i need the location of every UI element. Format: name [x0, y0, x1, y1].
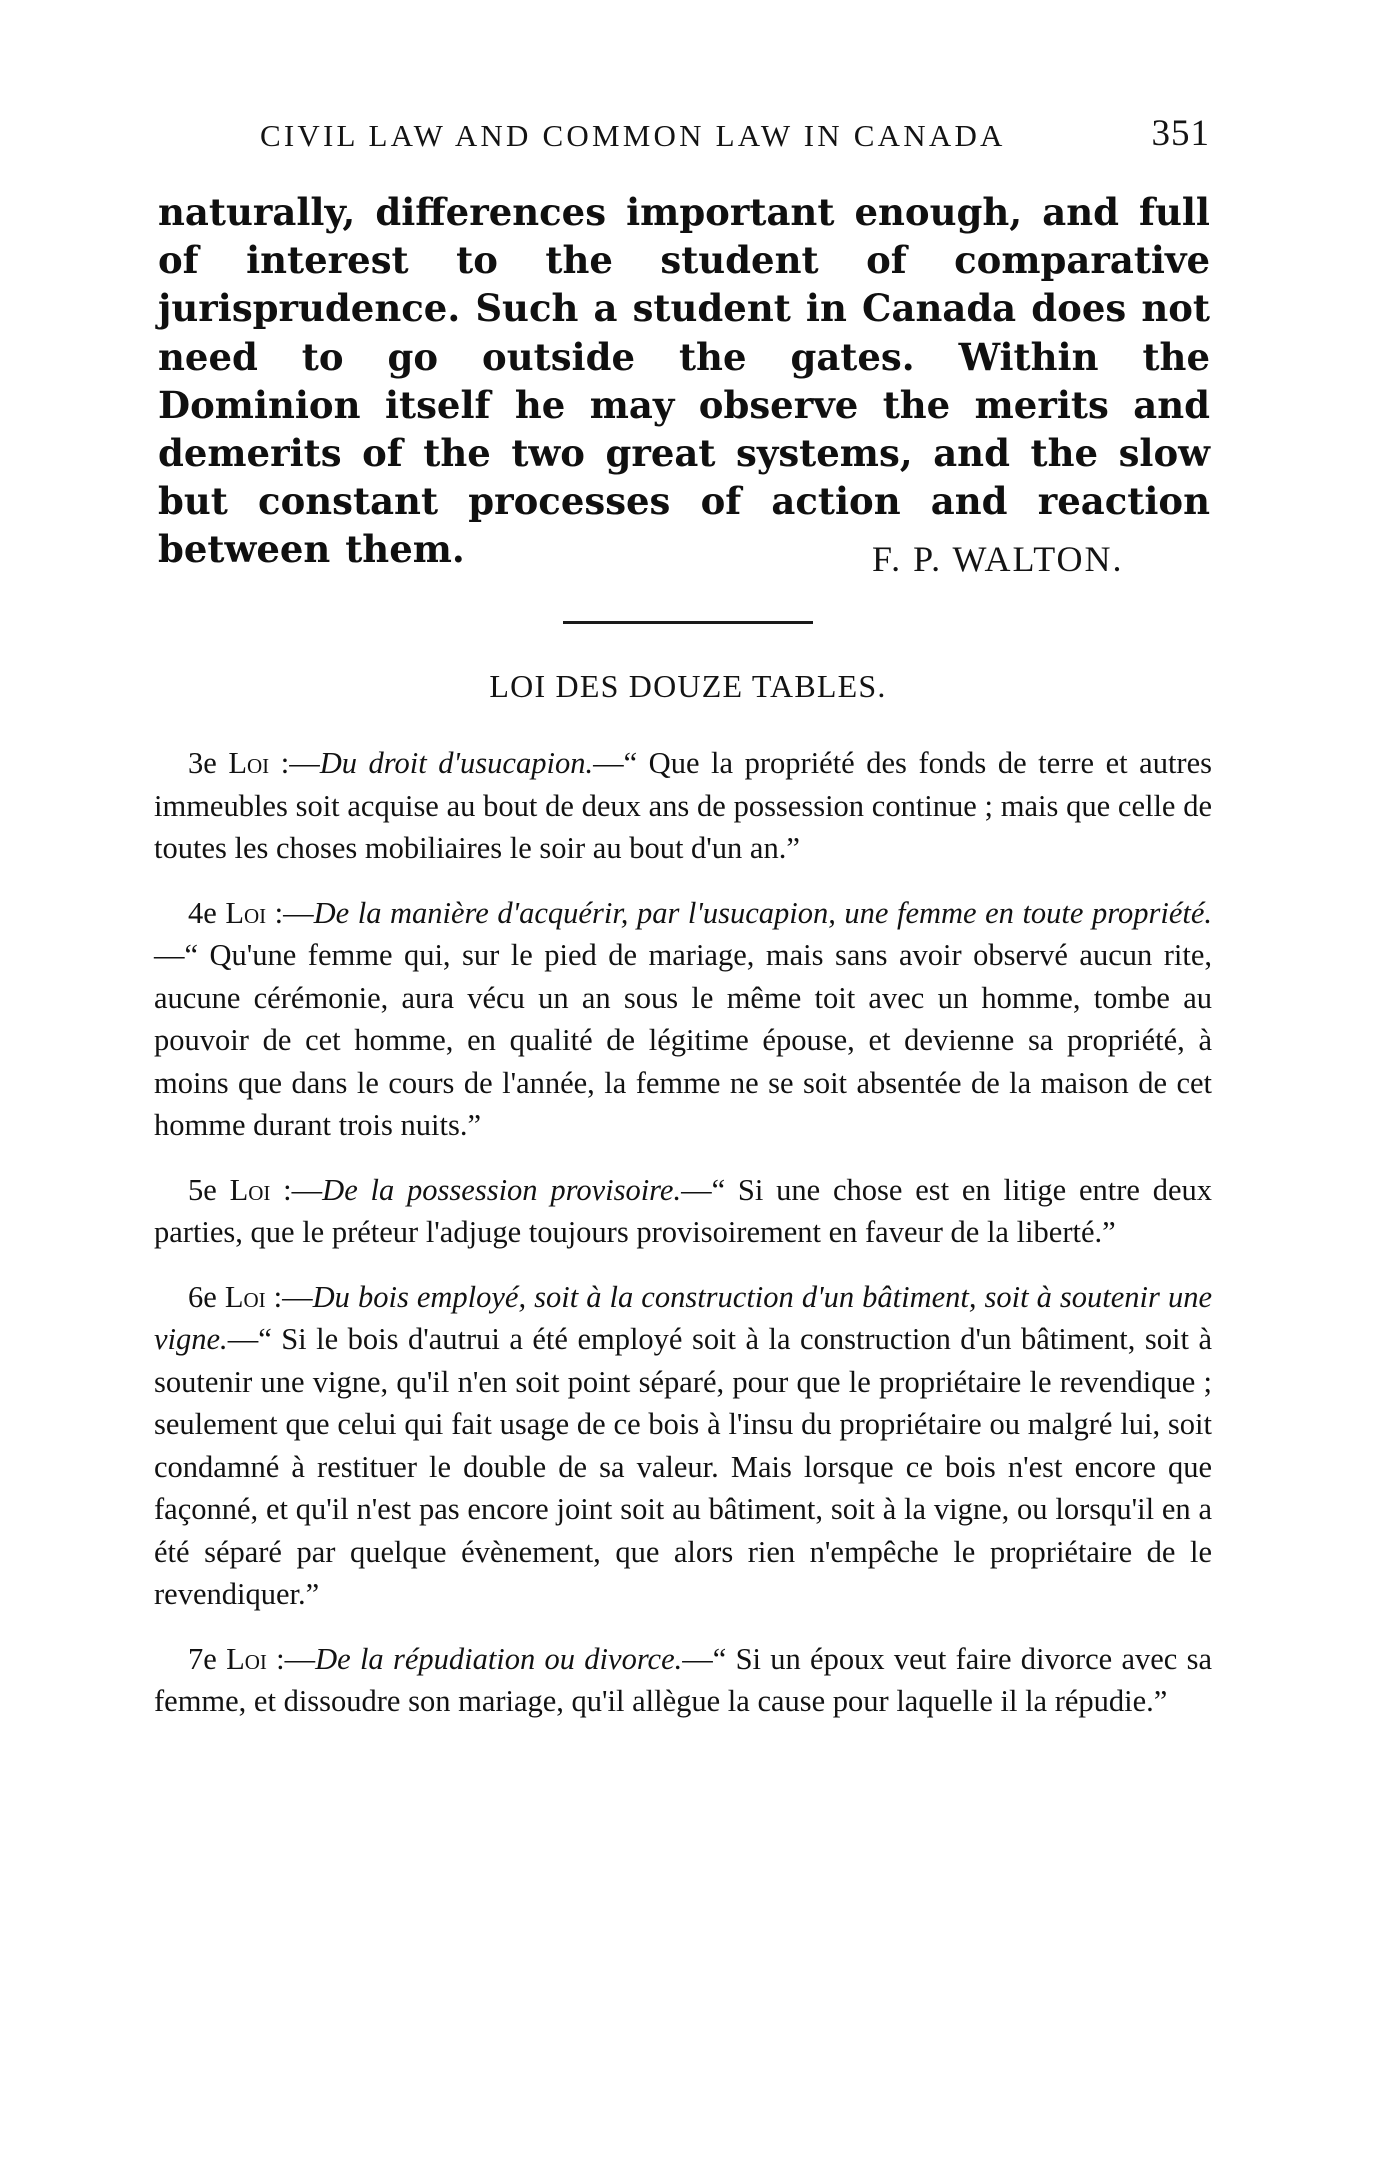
- law-separator: :—: [265, 1279, 313, 1314]
- running-head: [160, 112, 1210, 162]
- law-body: —“ Que la propriété des fonds de terre et autres immeubles soit acquise au bout de deux ans de possession continue ; mais que celle de toutes les choses mobiliaires le soir au bout d'un an.”: [154, 746, 1212, 865]
- law-heading: Du droit d'usucapion.: [319, 746, 594, 780]
- law-paragraph: [154, 1276, 1212, 1616]
- running-title: CIVIL LAW AND COMMON LAW IN CANADA: [260, 118, 1006, 153]
- law-paragraph: [154, 1169, 1212, 1254]
- law-paragraph: [154, 742, 1212, 870]
- law-number: 3e: [188, 746, 217, 780]
- law-number: 6e: [188, 1279, 217, 1314]
- law-paragraph: [154, 1638, 1212, 1723]
- law-number: 5e: [188, 1172, 217, 1207]
- section-title: LOI DES DOUZE TABLES.: [489, 668, 887, 704]
- law-heading: Du bois employé, soit à la construction d'un bâtiment, soit à soutenir une vigne.: [154, 1279, 1212, 1356]
- law-heading: De la répudiation ou divorce.: [315, 1641, 683, 1676]
- essay-closing: [158, 188, 1210, 574]
- law-loi: Loi: [224, 1279, 266, 1314]
- law-separator: :—: [270, 1172, 323, 1207]
- law-separator: :—: [266, 1641, 316, 1676]
- law-heading: De la possession provisoire.: [322, 1172, 682, 1207]
- law-loi: Loi: [226, 1641, 267, 1676]
- law-separator: :—: [269, 746, 320, 780]
- law-separator: :—: [266, 895, 314, 930]
- law-number: 7e: [188, 1641, 217, 1676]
- law-body: —“ Si une chose est en litige entre deux parties, que le préteur l'adjuge toujours provisoirement en faveur de la liberté.”: [154, 1172, 1212, 1249]
- closing-paragraph: naturally, differences important enough, and full of interest to the student of comparative jurisprudence. Such a student in Canada does not need to go outside the gates. Within the Dominion itself he may observe the merits and demerits of the two great systems, and the slow but constant processes of action and reaction between them.: [158, 190, 1210, 572]
- laws-list: [154, 742, 1212, 1745]
- law-body: —“ Si le bois d'autrui a été employé soit à la construction d'un bâtiment, soit à soutenir une vigne, qu'il n'en soit point séparé, pour que le propriétaire le revendique ; seulement que celui qui fait usage de ce bois à l'insu du propriétaire ou malgré lui, soit condamné à restituer le double de sa valeur. Mais lorsque ce bois n'est encore que façonné, et qu'il n'est pas encore joint soit au bâtiment, soit à la vigne, ou lorsqu'il en a été séparé par quelque évènement, que alors rien n'empêche le propriétaire de le revendiquer.”: [154, 1322, 1212, 1611]
- law-loi: Loi: [228, 746, 270, 780]
- law-paragraph: [154, 892, 1212, 1147]
- section-divider: [563, 621, 813, 624]
- law-body: —“ Qu'une femme qui, sur le pied de mariage, mais sans avoir observé aucun rite, aucune cérémonie, aura vécu un an sous le même toit avec un homme, tombe au pouvoir de cet homme, en qualité de légitime épouse, et devienne sa propriété, à moins que dans le cours de l'année, la femme ne se soit absentée de la maison de cet homme durant trois nuits.”: [154, 938, 1212, 1142]
- law-number: 4e: [188, 895, 217, 930]
- law-loi: Loi: [225, 895, 267, 930]
- law-loi: Loi: [229, 1172, 271, 1207]
- law-heading: De la manière d'acquérir, par l'usucapion, une femme en toute propriété.: [313, 895, 1212, 930]
- author-signature: F. P. WALTON.: [872, 539, 1124, 579]
- law-body: —“ Si un époux veut faire divorce avec sa femme, et dissoudre son mariage, qu'il allègue la cause pour laquelle il la répudie.”: [154, 1641, 1213, 1718]
- page-number: 351: [1151, 113, 1210, 154]
